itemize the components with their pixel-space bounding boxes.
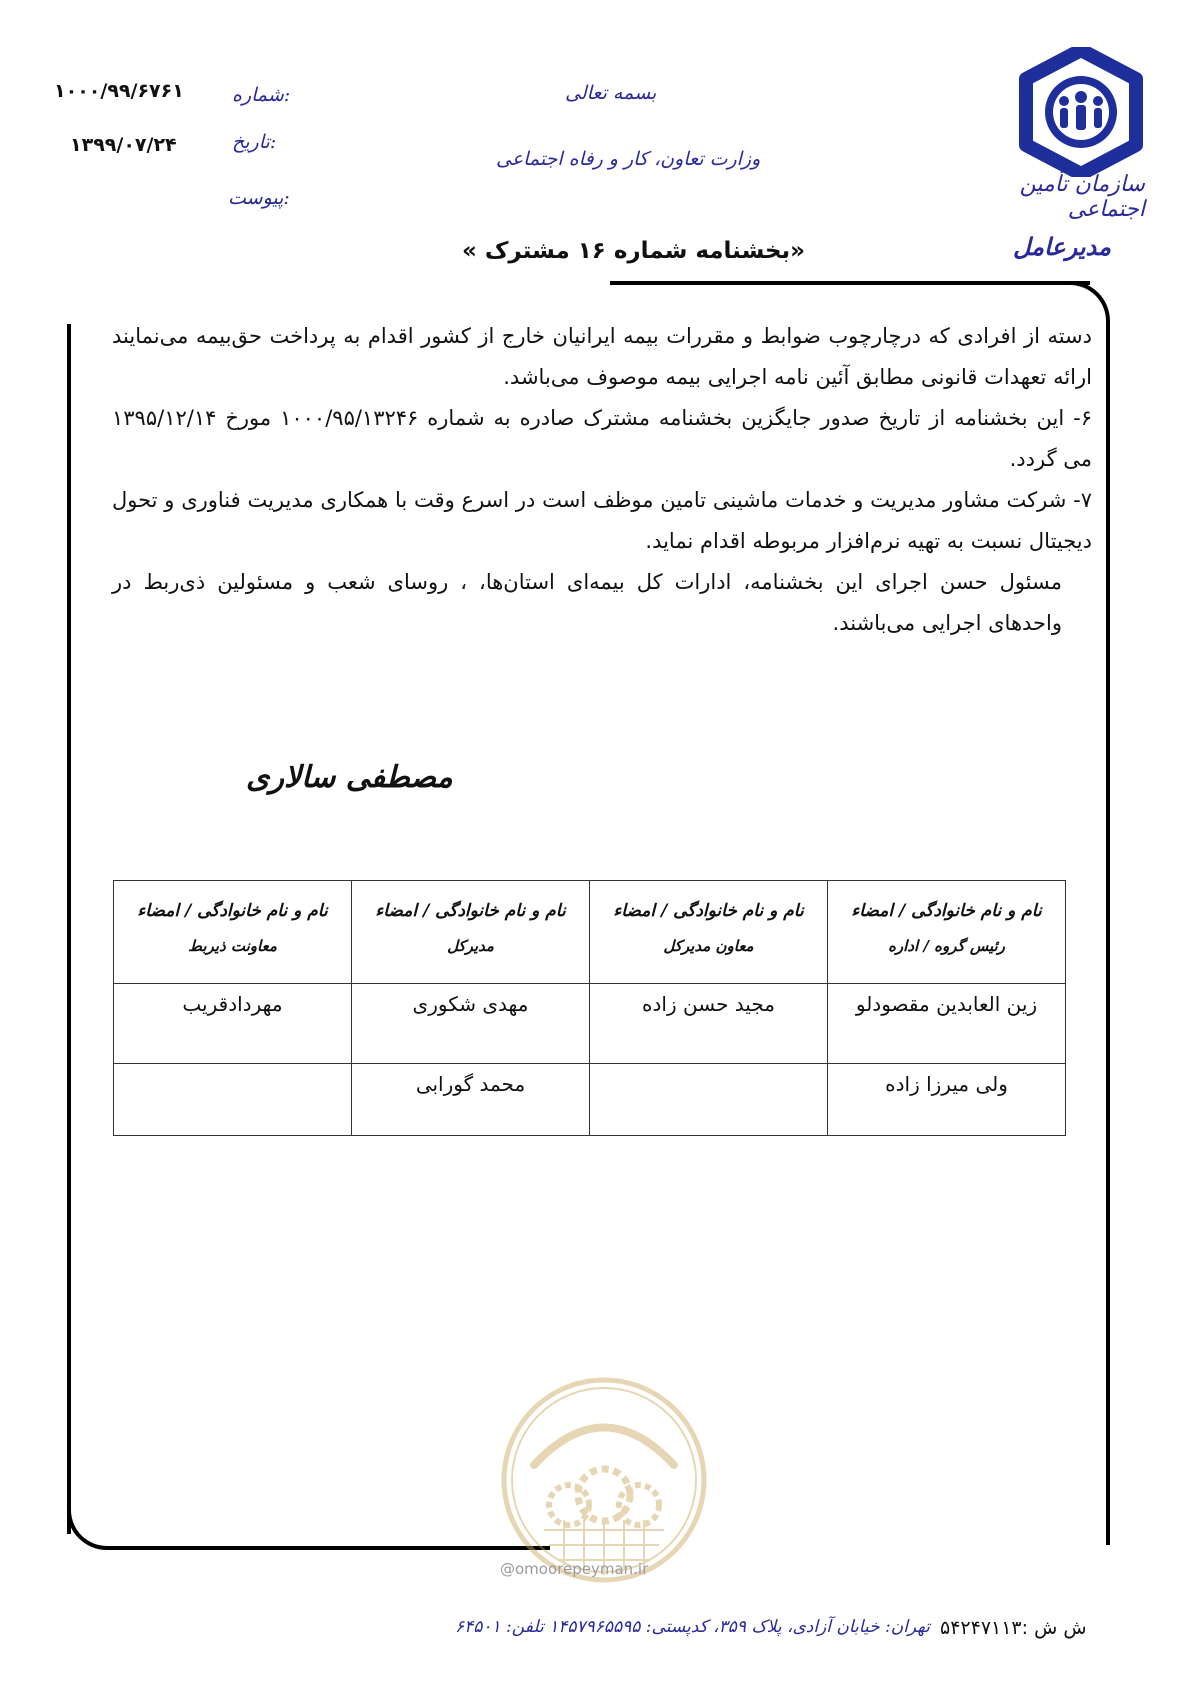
watermark-url: @omoorepeyman.ir: [500, 1560, 649, 1578]
table-header-cell: [590, 881, 828, 984]
table-cell: مجید حسن زاده: [590, 984, 828, 1064]
department-name: مدیرعامل: [1012, 232, 1111, 261]
table-cell: [590, 1064, 828, 1136]
table-row: [114, 984, 1066, 1064]
table-header-row: [114, 881, 1066, 984]
number-label: شماره:: [232, 84, 291, 106]
frame-top-line: [610, 281, 1090, 285]
column-role: معاون مدیرکل: [663, 937, 754, 955]
frame-right-line: [1106, 335, 1110, 1545]
footer-code: ش ش :۵۴۲۴۷۱۱۳: [940, 1617, 1087, 1639]
frame-bottom-line: [110, 1546, 550, 1550]
column-title: نام و نام خانوادگی / امضاء: [613, 901, 804, 921]
table-header-cell: [828, 881, 1066, 984]
column-role: معاونت ذیربط: [188, 937, 277, 955]
column-role: مدیرکل: [447, 937, 494, 955]
table-cell: محمد گورابی: [352, 1064, 590, 1136]
organization-name: سازمان تأمین اجتماعی: [1019, 172, 1145, 222]
approvals-table: [113, 880, 1066, 1136]
table-cell: مهدی شکوری: [352, 984, 590, 1064]
closing-paragraph: مسئول حسن اجرای این بخشنامه، ادارات کل بیمه‌ای استان‌ها، ، روسای شعب و مسئولین ذی‌ربط در واحدهای اجرایی می‌باشند.: [112, 570, 1062, 635]
item-6: ۶- این بخشنامه از تاریخ صدور جایگزین بخشنامه مشترک صادره به شماره ۱۰۰۰/۹۵/۱۳۲۴۶ مورخ ۱۳۹۵/۱۲/۱۴ می گردد.: [112, 406, 1092, 471]
watermark-stamp: [494, 1370, 714, 1590]
social-security-logo: [1016, 47, 1146, 177]
table-cell: ولی میرزا زاده: [828, 1064, 1066, 1136]
invocation: بسمه تعالی: [565, 82, 657, 104]
circular-title: «بخشنامه شماره ۱۶ مشترک »: [462, 238, 806, 264]
column-role: رئیس گروه / اداره: [888, 937, 1005, 955]
table-cell: زین العابدین مقصودلو: [828, 984, 1066, 1064]
intro-paragraph: دسته از افرادی که درچارچوب ضوابط و مقررات بیمه ایرانیان خارج از کشور اقدام به پرداخت حق‌بیمه می‌نمایند ارائه تعهدات قانونی مطابق آئین نامه اجرایی بیمه موصوف می‌باشد.: [112, 324, 1092, 389]
number-value: ۱۰۰۰/۹۹/۶۷۶۱: [54, 80, 184, 102]
column-title: نام و نام خانوادگی / امضاء: [375, 901, 566, 921]
frame-bottom-left-corner: [67, 1500, 117, 1550]
table-header-cell: [352, 881, 590, 984]
attachment-label: پیوست:: [228, 187, 290, 209]
table-cell: مهردادقریب: [114, 984, 352, 1064]
table-header-cell: [114, 881, 352, 984]
table-row: [114, 1064, 1066, 1136]
table-cell: [114, 1064, 352, 1136]
footer-address: تهران: خیابان آزادی، پلاک ۳۵۹، کدپستی: ۱۴۵۷۹۶۵۵۹۵ تلفن: ۶۴۵۰۱: [455, 1617, 930, 1637]
frame-left-line: [67, 324, 71, 1534]
date-value: ۱۳۹۹/۰۷/۲۴: [70, 134, 177, 156]
signature: مصطفی سالاری: [246, 760, 453, 795]
date-label: تاریخ:: [232, 131, 277, 153]
column-title: نام و نام خانوادگی / امضاء: [851, 901, 1042, 921]
circular-body: [112, 316, 1092, 644]
column-title: نام و نام خانوادگی / امضاء: [137, 901, 328, 921]
ministry-name: وزارت تعاون، کار و رفاه اجتماعی: [496, 148, 761, 170]
item-7: ۷- شرکت مشاور مدیریت و خدمات ماشینی تامین موظف است در اسرع وقت با همکاری مدیریت فناوری و تحول دیجیتال نسبت به تهیه نرم‌افزار مربوطه اقدام نماید.: [112, 488, 1092, 553]
